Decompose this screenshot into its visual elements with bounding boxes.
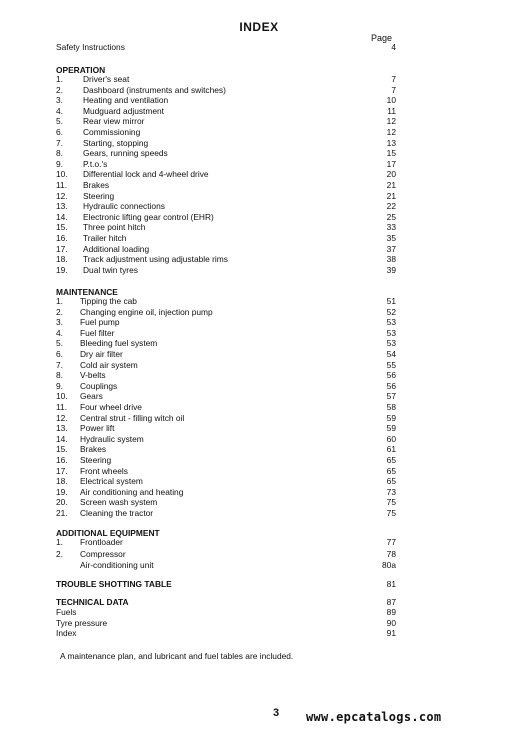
operation-item-row bbox=[0, 244, 518, 255]
maintenance-item-label: Cold air system bbox=[80, 359, 138, 370]
maintenance-item-number: 5. bbox=[56, 338, 63, 349]
operation-item-row bbox=[0, 85, 518, 96]
maintenance-item-number: 8. bbox=[56, 370, 63, 381]
maintenance-item-row bbox=[0, 360, 518, 371]
maintenance-item-page: 60 bbox=[386, 433, 396, 444]
operation-item-number: 8. bbox=[56, 148, 63, 159]
maintenance-item-number: 15. bbox=[56, 444, 68, 455]
maintenance-item-page: 73 bbox=[386, 486, 396, 497]
operation-item-number: 6. bbox=[56, 127, 63, 137]
technical-item-page: 89 bbox=[386, 607, 396, 617]
operation-item-row bbox=[0, 254, 518, 265]
maintenance-item-page: 59 bbox=[386, 412, 396, 423]
operation-item-row bbox=[0, 148, 518, 159]
maintenance-item-page: 56 bbox=[386, 380, 396, 391]
operation-item-page: 17 bbox=[386, 158, 396, 169]
maintenance-item-page: 56 bbox=[386, 370, 396, 381]
additional-item-number: 1. bbox=[56, 537, 63, 547]
maintenance-item-number: 2. bbox=[56, 306, 63, 317]
trouble-page: 81 bbox=[386, 579, 396, 589]
operation-item-label: Heating and ventilation bbox=[83, 95, 169, 106]
additional-item-row bbox=[0, 560, 518, 571]
operation-item-row bbox=[0, 212, 518, 223]
maintenance-item-row bbox=[0, 402, 518, 413]
maintenance-item-page: 75 bbox=[386, 508, 396, 518]
operation-item-label: Electronic lifting gear control (EHR) bbox=[83, 211, 214, 222]
maintenance-heading: MAINTENANCE bbox=[56, 287, 118, 297]
operation-item-number: 5. bbox=[56, 116, 63, 127]
maintenance-item-row bbox=[0, 307, 518, 318]
maintenance-item-label: Four wheel drive bbox=[80, 402, 142, 412]
maintenance-item-row bbox=[0, 328, 518, 339]
operation-item-row bbox=[0, 95, 518, 106]
safety-label: Safety Instructions bbox=[56, 42, 125, 52]
additional-item-row bbox=[0, 549, 518, 560]
operation-item-label: Brakes bbox=[83, 180, 110, 190]
operation-item-number: 10. bbox=[56, 169, 68, 180]
maintenance-item-label: Gears bbox=[80, 391, 103, 402]
maintenance-item-page: 65 bbox=[386, 465, 396, 476]
additional-item-page: 80a bbox=[382, 560, 396, 570]
operation-item-page: 11 bbox=[387, 105, 396, 116]
safety-page: 4 bbox=[391, 42, 396, 52]
maintenance-item-number: 1. bbox=[56, 296, 63, 306]
maintenance-item-number: 3. bbox=[56, 317, 63, 328]
trouble-row bbox=[0, 579, 518, 590]
operation-item-row bbox=[0, 222, 518, 233]
operation-item-page: 15 bbox=[386, 148, 396, 159]
operation-item-page: 10 bbox=[386, 95, 396, 106]
operation-item-label: Differential lock and 4-wheel drive bbox=[83, 169, 209, 180]
operation-item-label: Rear view mirror bbox=[83, 116, 145, 127]
maintenance-item-page: 55 bbox=[386, 359, 396, 370]
operation-item-label: Additional loading bbox=[83, 243, 150, 254]
operation-item-row bbox=[0, 191, 518, 202]
operation-item-label: Hydraulic connections bbox=[83, 201, 165, 212]
maintenance-item-number: 16. bbox=[56, 455, 68, 465]
technical-item-page: 90 bbox=[386, 617, 396, 628]
maintenance-item-page: 75 bbox=[386, 497, 396, 508]
operation-item-row bbox=[0, 74, 518, 85]
maintenance-item-page: 57 bbox=[386, 391, 396, 402]
operation-item-page: 7 bbox=[391, 84, 396, 95]
maintenance-item-label: Brakes bbox=[80, 444, 107, 455]
operation-item-label: Dual twin tyres bbox=[83, 264, 138, 275]
operation-item-row bbox=[0, 265, 518, 276]
maintenance-item-page: 54 bbox=[386, 349, 396, 359]
operation-item-page: 13 bbox=[386, 137, 396, 148]
operation-item-number: 15. bbox=[56, 222, 68, 233]
maintenance-item-row bbox=[0, 349, 518, 360]
technical-page: 87 bbox=[386, 597, 396, 607]
operation-item-row bbox=[0, 159, 518, 170]
maintenance-item-label: Electrical system bbox=[80, 476, 143, 487]
technical-item-label: Tyre pressure bbox=[56, 617, 108, 628]
operation-item-page: 7 bbox=[391, 74, 396, 84]
operation-item-label: Trailer hitch bbox=[83, 233, 127, 243]
maintenance-item-label: Cleaning the tractor bbox=[80, 508, 154, 518]
page-number: 3 bbox=[273, 707, 280, 719]
operation-item-page: 22 bbox=[386, 201, 396, 212]
maintenance-item-page: 58 bbox=[386, 402, 396, 412]
operation-item-row bbox=[0, 180, 518, 191]
operation-item-label: Gears, running speeds bbox=[83, 148, 168, 159]
maintenance-item-number: 19. bbox=[56, 486, 68, 497]
operation-item-page: 21 bbox=[386, 190, 396, 201]
additional-item-row bbox=[0, 537, 518, 548]
operation-item-row bbox=[0, 106, 518, 117]
operation-item-page: 33 bbox=[386, 222, 396, 233]
technical-item-page: 91 bbox=[386, 628, 396, 639]
maintenance-item-row bbox=[0, 444, 518, 455]
maintenance-item-row bbox=[0, 455, 518, 466]
trouble-heading: TROUBLE SHOTTING TABLE bbox=[56, 579, 172, 589]
maintenance-item-number: 14. bbox=[56, 433, 68, 444]
operation-item-page: 21 bbox=[386, 180, 396, 190]
maintenance-item-page: 65 bbox=[386, 476, 396, 487]
maintenance-item-row bbox=[0, 497, 518, 508]
operation-item-row bbox=[0, 127, 518, 138]
additional-item-label: Compressor bbox=[80, 548, 126, 559]
operation-item-page: 35 bbox=[386, 233, 396, 243]
maintenance-item-page: 59 bbox=[386, 423, 396, 434]
maintenance-item-label: Couplings bbox=[80, 380, 118, 391]
operation-item-label: Track adjustment using adjustable rims bbox=[83, 254, 228, 265]
maintenance-item-label: Steering bbox=[80, 455, 112, 465]
maintenance-item-row bbox=[0, 487, 518, 498]
technical-item-row bbox=[0, 628, 518, 639]
operation-item-number: 19. bbox=[56, 264, 68, 275]
operation-item-number: 16. bbox=[56, 233, 68, 243]
maintenance-item-row bbox=[0, 391, 518, 402]
safety-row bbox=[0, 42, 518, 53]
operation-item-label: P.t.o.'s bbox=[83, 158, 108, 169]
additional-heading: ADDITIONAL EQUIPMENT bbox=[56, 528, 160, 538]
operation-item-number: 17. bbox=[56, 243, 68, 254]
maintenance-item-row bbox=[0, 370, 518, 381]
maintenance-item-row bbox=[0, 508, 518, 519]
maintenance-item-label: Screen wash system bbox=[80, 497, 158, 508]
maintenance-item-number: 7. bbox=[56, 359, 63, 370]
additional-item-page: 78 bbox=[386, 548, 396, 559]
operation-item-row bbox=[0, 138, 518, 149]
operation-item-label: Driver's seat bbox=[83, 74, 130, 84]
maintenance-item-number: 11. bbox=[56, 402, 68, 412]
maintenance-item-number: 13. bbox=[56, 423, 68, 434]
operation-item-page: 38 bbox=[386, 254, 396, 265]
maintenance-item-page: 52 bbox=[386, 306, 396, 317]
maintenance-item-label: Power lift bbox=[80, 423, 115, 434]
maintenance-item-row bbox=[0, 423, 518, 434]
operation-item-label: Dashboard (instruments and switches) bbox=[83, 84, 226, 95]
technical-item-label: Fuels bbox=[56, 607, 77, 617]
maintenance-item-label: Tipping the cab bbox=[80, 296, 137, 306]
operation-item-label: Starting, stopping bbox=[83, 137, 149, 148]
additional-item-label: Frontloader bbox=[80, 537, 123, 547]
maintenance-item-number: 17. bbox=[56, 465, 68, 476]
operation-item-number: 7. bbox=[56, 137, 63, 148]
maintenance-item-number: 6. bbox=[56, 349, 63, 359]
maintenance-item-label: Bleeding fuel system bbox=[80, 338, 158, 349]
maintenance-item-number: 10. bbox=[56, 391, 68, 402]
operation-item-number: 4. bbox=[56, 105, 63, 116]
operation-item-label: Mudguard adjustment bbox=[83, 105, 165, 116]
additional-item-number: 2. bbox=[56, 548, 63, 559]
technical-item-row bbox=[0, 607, 518, 618]
operation-item-number: 18. bbox=[56, 254, 68, 265]
operation-item-number: 14. bbox=[56, 211, 68, 222]
maintenance-item-label: V-belts bbox=[80, 370, 106, 381]
operation-item-row bbox=[0, 169, 518, 180]
footnote: A maintenance plan, and lubricant and fuel tables are included. bbox=[60, 651, 294, 661]
maintenance-item-label: Fuel pump bbox=[80, 317, 120, 328]
maintenance-item-number: 9. bbox=[56, 380, 63, 391]
maintenance-item-row bbox=[0, 434, 518, 445]
maintenance-item-row bbox=[0, 296, 518, 307]
maintenance-item-row bbox=[0, 413, 518, 424]
maintenance-item-label: Dry air filter bbox=[80, 349, 123, 359]
operation-item-page: 12 bbox=[386, 116, 396, 127]
operation-item-label: Commissioning bbox=[83, 127, 141, 137]
operation-item-number: 12. bbox=[56, 190, 68, 201]
operation-item-page: 25 bbox=[386, 211, 396, 222]
technical-item-label: Index bbox=[56, 628, 77, 639]
maintenance-item-label: Changing engine oil, injection pump bbox=[80, 306, 213, 317]
operation-item-number: 11. bbox=[56, 180, 68, 190]
additional-item-label: Air-conditioning unit bbox=[80, 560, 154, 570]
operation-item-label: Steering bbox=[83, 190, 115, 201]
watermark: www.epcatalogs.com bbox=[306, 710, 442, 724]
technical-heading: TECHNICAL DATA bbox=[56, 597, 129, 607]
maintenance-item-page: 53 bbox=[386, 317, 396, 328]
maintenance-item-label: Air conditioning and heating bbox=[80, 486, 184, 497]
maintenance-item-number: 4. bbox=[56, 327, 63, 338]
maintenance-item-label: Fuel filter bbox=[80, 327, 115, 338]
operation-item-number: 1. bbox=[56, 74, 63, 84]
maintenance-item-number: 18. bbox=[56, 476, 68, 487]
operation-item-page: 12 bbox=[386, 127, 396, 137]
operation-item-label: Three point hitch bbox=[83, 222, 146, 233]
index-title: INDEX bbox=[239, 20, 279, 34]
additional-item-page: 77 bbox=[386, 537, 396, 547]
maintenance-item-number: 21. bbox=[56, 508, 68, 518]
operation-item-number: 2. bbox=[56, 84, 63, 95]
maintenance-item-label: Front wheels bbox=[80, 465, 128, 476]
maintenance-item-page: 51 bbox=[386, 296, 396, 306]
maintenance-item-number: 20. bbox=[56, 497, 68, 508]
technical-item-row bbox=[0, 618, 518, 629]
maintenance-item-row bbox=[0, 317, 518, 328]
maintenance-item-row bbox=[0, 381, 518, 392]
page-column-header: Page bbox=[371, 33, 393, 43]
operation-item-page: 39 bbox=[386, 264, 396, 275]
operation-item-page: 20 bbox=[386, 169, 396, 180]
maintenance-item-row bbox=[0, 476, 518, 487]
maintenance-item-page: 65 bbox=[386, 455, 396, 465]
operation-item-number: 13. bbox=[56, 201, 68, 212]
maintenance-item-page: 53 bbox=[386, 327, 396, 338]
maintenance-item-page: 53 bbox=[386, 338, 396, 349]
maintenance-item-number: 12. bbox=[56, 412, 68, 423]
maintenance-item-row bbox=[0, 338, 518, 349]
operation-heading: OPERATION bbox=[56, 65, 106, 75]
operation-item-row bbox=[0, 201, 518, 212]
operation-item-row bbox=[0, 233, 518, 244]
operation-item-row bbox=[0, 116, 518, 127]
operation-item-number: 9. bbox=[56, 158, 63, 169]
operation-item-page: 37 bbox=[386, 243, 396, 254]
maintenance-item-row bbox=[0, 466, 518, 477]
maintenance-item-page: 61 bbox=[386, 444, 396, 455]
operation-item-number: 3. bbox=[56, 95, 63, 106]
maintenance-item-label: Central strut - filling witch oil bbox=[80, 412, 185, 423]
maintenance-item-label: Hydraulic system bbox=[80, 433, 144, 444]
